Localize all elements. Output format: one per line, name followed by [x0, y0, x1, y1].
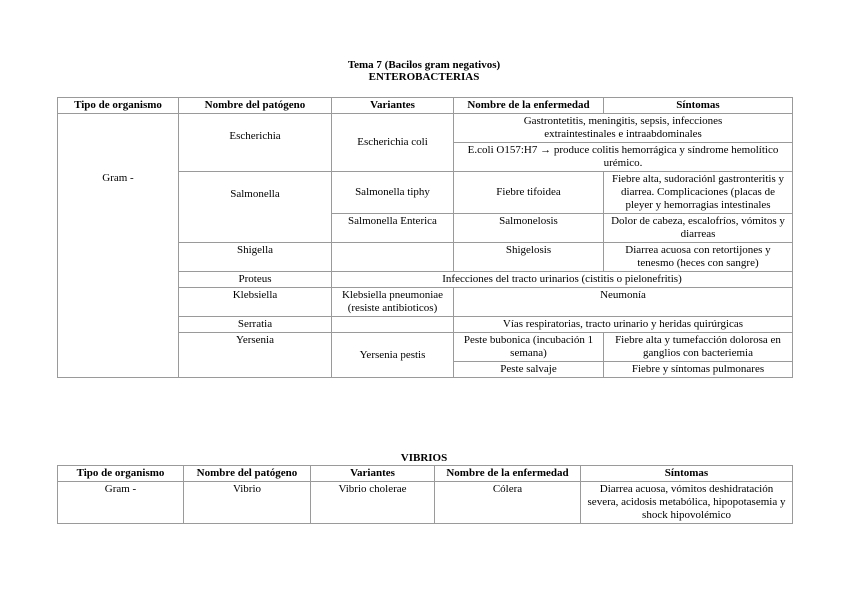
patogeno-serratia: Serratia: [179, 317, 332, 333]
header-patogeno: Nombre del patógeno: [179, 98, 332, 114]
escherichia-sintomas-2: E.coli O157:H7 → produce colitis hemorrágica y síndrome hemolítico urémico.: [454, 143, 793, 172]
vibrios-organismo: Gram -: [58, 482, 184, 524]
enfermedad-proteus: Infecciones del tracto urinarios (cistitis o pielonefritis): [332, 272, 793, 288]
vibrios-header-patogeno: Nombre del patógeno: [184, 466, 311, 482]
enterobacterias-table: [57, 97, 793, 378]
variante-shigella-empty: [332, 243, 454, 272]
sintomas-shigelosis: Diarrea acuosa con retortijones y tenesmo (heces con sangre): [604, 243, 793, 272]
vibrios-enfermedad: Cólera: [435, 482, 581, 524]
variante-salmonella-tiphy: Salmonella tiphy: [332, 172, 454, 214]
variante-salmonella-enterica: Salmonella Enterica: [332, 214, 454, 243]
variante-klebsiella: Klebsiella pneumoniae (resiste antibioticos): [332, 288, 454, 317]
table-row: [58, 482, 793, 524]
header-variantes: Variantes: [332, 98, 454, 114]
escherichia-sintomas-1: Gastrontetitis, meningitis, sepsis, infecciones extraintestinales e intraabdominales: [454, 114, 793, 143]
header-tipo: Tipo de organismo: [58, 98, 179, 114]
sintomas-fiebre-tifoidea: Fiebre alta, sudoraciónl gastronteritis y diarrea. Complicaciones (placas de pleyer y hemorragias intestinales: [604, 172, 793, 214]
title-line-1: Tema 7 (Bacilos gram negativos): [347, 59, 501, 71]
vibrios-title: VIBRIOS: [400, 452, 448, 464]
table-header-row: [58, 466, 793, 482]
table-row: [58, 114, 793, 143]
vibrios-patogeno: Vibrio: [184, 482, 311, 524]
sintomas-peste-bubonica: Fiebre alta y tumefacción dolorosa en ganglios con bacteriemia: [604, 333, 793, 362]
vibrios-sintomas: Diarrea acuosa, vómitos deshidratación severa, acidosis metabólica, hipopotasemia y shock hipovolémico: [581, 482, 793, 524]
title-line-2: ENTEROBACTERIAS: [368, 71, 480, 83]
patogeno-klebsiella: Klebsiella: [179, 288, 332, 317]
variante-yersenia-pestis: Yersenia pestis: [332, 333, 454, 378]
patogeno-proteus: Proteus: [179, 272, 332, 288]
variante-serratia-empty: [332, 317, 454, 333]
enfermedad-shigelosis: Shigelosis: [454, 243, 604, 272]
sintomas-peste-salvaje: Fiebre y síntomas pulmonares: [604, 362, 793, 378]
patogeno-salmonella: Salmonella: [179, 172, 332, 243]
vibrios-header-variantes: Variantes: [311, 466, 435, 482]
vibrios-header-tipo: Tipo de organismo: [58, 466, 184, 482]
vibrios-header-enfermedad: Nombre de la enfermedad: [435, 466, 581, 482]
enfermedad-fiebre-tifoidea: Fiebre tifoidea: [454, 172, 604, 214]
vibrios-header-sintomas: Síntomas: [581, 466, 793, 482]
vibrios-table: [57, 465, 793, 524]
table-header-row: [58, 98, 793, 114]
header-sintomas: Síntomas: [604, 98, 793, 114]
variante-escherichia-coli: Escherichia coli: [332, 114, 454, 172]
enfermedad-serratia: Vías respiratorias, tracto urinario y heridas quirúrgicas: [454, 317, 793, 333]
enfermedad-salmonelosis: Salmonelosis: [454, 214, 604, 243]
header-enfermedad: Nombre de la enfermedad: [454, 98, 604, 114]
document-title: [0, 59, 848, 83]
patogeno-yersenia: Yersenia: [179, 333, 332, 378]
enfermedad-peste-salvaje: Peste salvaje: [454, 362, 604, 378]
enfermedad-neumonia: Neumonía: [454, 288, 793, 317]
patogeno-shigella: Shigella: [179, 243, 332, 272]
organismo-cell: Gram -: [58, 114, 179, 378]
patogeno-escherichia: Escherichia: [179, 114, 332, 172]
enfermedad-peste-bubonica: Peste bubonica (incubación 1 semana): [454, 333, 604, 362]
vibrios-variante: Vibrio cholerae: [311, 482, 435, 524]
sintomas-salmonelosis: Dolor de cabeza, escalofríos, vómitos y diarreas: [604, 214, 793, 243]
